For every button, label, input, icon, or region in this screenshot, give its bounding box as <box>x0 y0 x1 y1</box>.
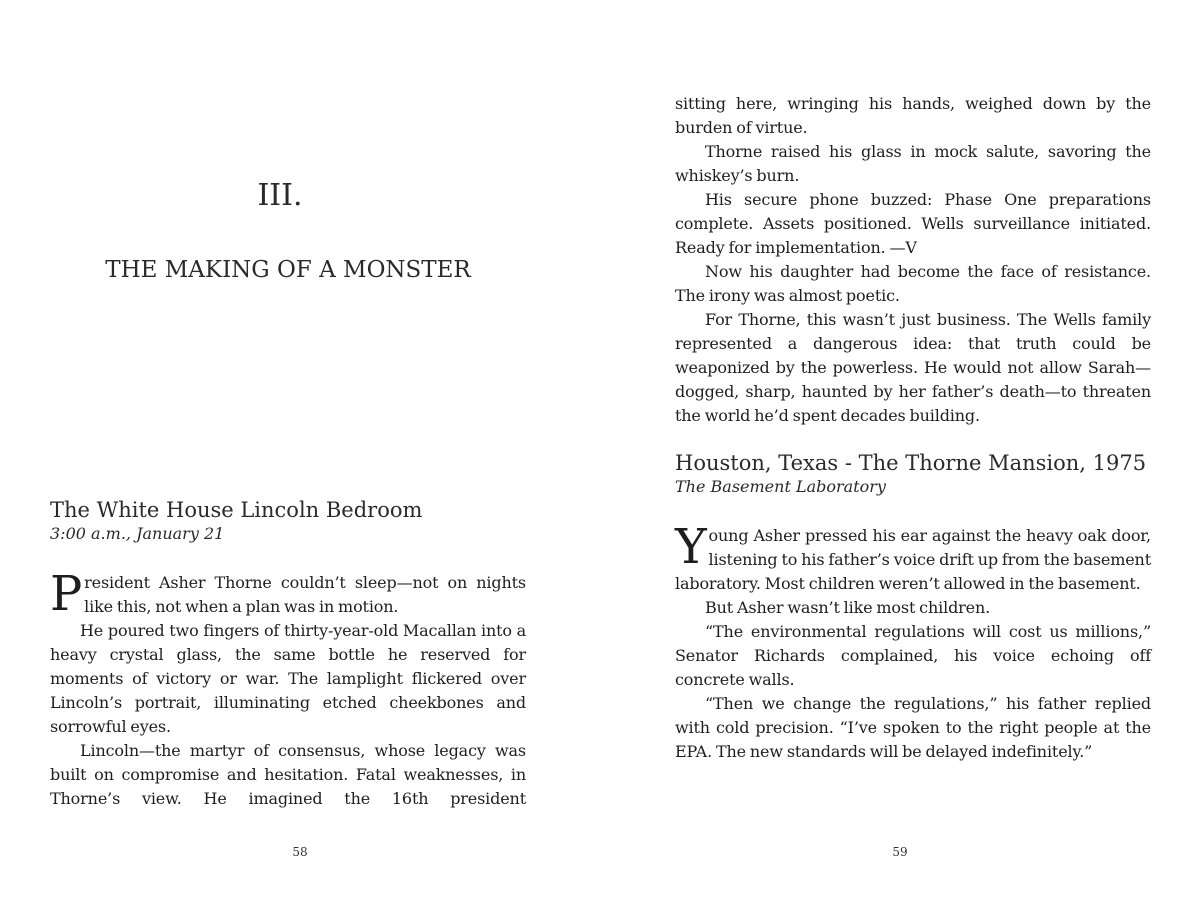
paragraph: But Asher wasn’t like most children. <box>705 598 991 617</box>
chapter-number: III. <box>257 178 303 213</box>
paragraph: “Then we change the regulations,” his father replied with cold precision. “I’ve spoken to the right people at the EPA. The new standards will be delayed indefinitely.” <box>675 694 1151 761</box>
page-number: 58 <box>292 845 308 859</box>
paragraph: Now his daughter had become the face of resistance. The irony was almost poetic. <box>675 262 1151 305</box>
section-title: The White House Lincoln Bedroom <box>50 498 423 522</box>
body-text-right-bottom <box>675 519 1151 764</box>
paragraph: His secure phone buzzed: Phase One preparations complete. Assets positioned. Wells surveillance initiated. Ready for implementation. —V <box>675 190 1151 257</box>
paragraph: Thorne raised his glass in mock salute, savoring the whiskey’s burn. <box>675 142 1151 185</box>
paragraph-text: resident Asher Thorne couldn’t sleep—not on nights like this, not when a plan was in motion. <box>84 573 526 616</box>
paragraph <box>675 519 1151 596</box>
drop-cap: Y <box>675 519 707 575</box>
paragraph: “The environmental regulations will cost us millions,” Senator Richards complained, his voice echoing off concrete walls. <box>675 622 1151 689</box>
chapter-title: THE MAKING OF A MONSTER <box>105 257 471 283</box>
section-subtitle: The Basement Laboratory <box>675 477 886 496</box>
drop-cap: P <box>50 566 83 622</box>
body-text-left <box>50 566 526 811</box>
paragraph: For Thorne, this wasn’t just business. The Wells family represented a dangerous idea: that truth could be weaponized by the powerless. He would not allow Sarah—dogged, sharp, haunted by her father’s death—to threaten the world he’d spent decades building. <box>675 310 1151 425</box>
section-subtitle: 3:00 a.m., January 21 <box>50 524 225 543</box>
paragraph: He poured two fingers of thirty-year-old Macallan into a heavy crystal glass, the same bottle he reserved for moments of victory or war. The lamplight flickered over Lincoln’s portrait, illuminating etched cheekbones and sorrowful eyes. <box>50 621 526 736</box>
paragraph: Lincoln—the martyr of consensus, whose legacy was built on compromise and hesitation. Fatal weaknesses, in Thorne’s view. He imagined the 16th president <box>50 741 526 808</box>
right-page <box>600 0 1200 900</box>
paragraph <box>50 566 526 622</box>
paragraph: sitting here, wringing his hands, weighed down by the burden of virtue. <box>675 94 1151 137</box>
paragraph-text: oung Asher pressed his ear against the heavy oak door, listening to his father’s voice drift up from the basement laboratory. Most children weren’t allowed in the basement. <box>675 526 1151 593</box>
section-title: Houston, Texas - The Thorne Mansion, 1975 <box>675 451 1147 475</box>
section-heading-left <box>50 497 526 545</box>
page-number: 59 <box>892 845 908 859</box>
section-heading-right <box>675 450 1151 498</box>
body-text-right-top <box>675 92 1151 428</box>
